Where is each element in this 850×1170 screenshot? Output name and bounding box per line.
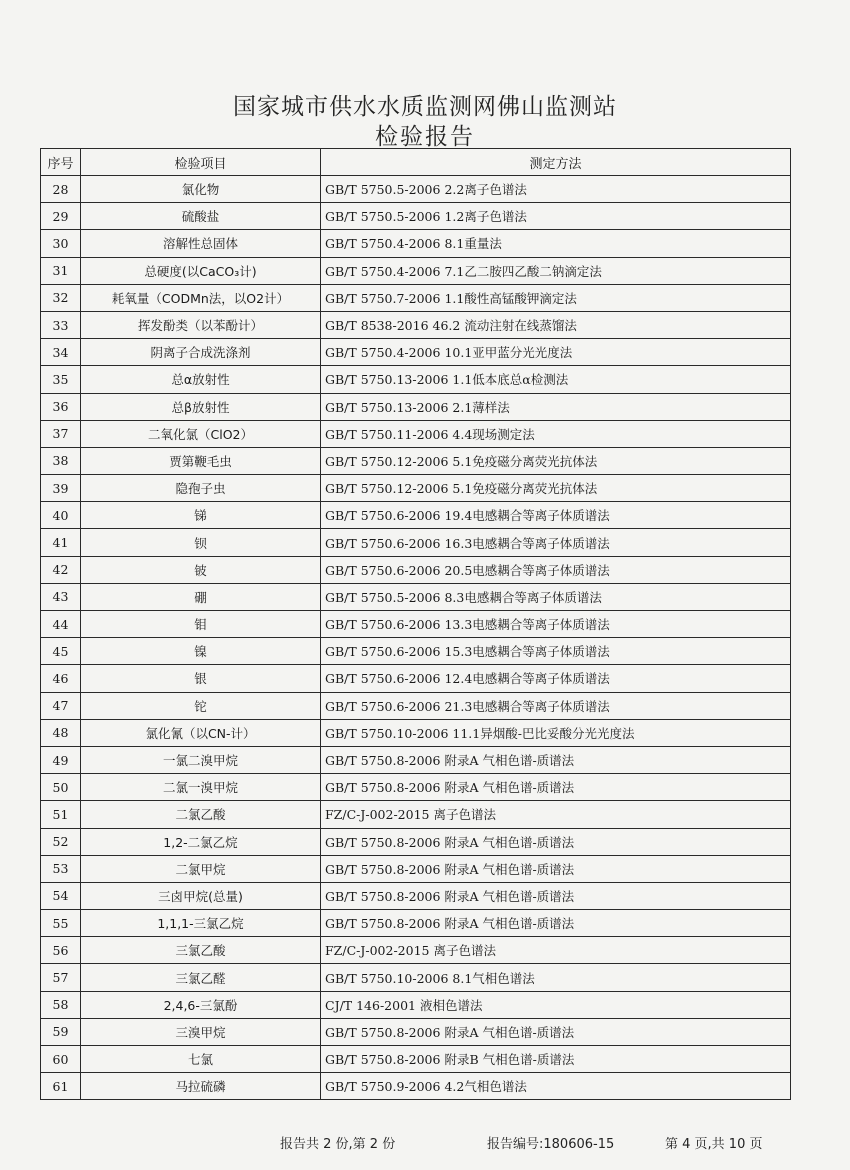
row-index: 55 (41, 910, 81, 937)
page-number: 第 4 页,共 10 页 (665, 1137, 763, 1152)
row-test-item: 三卤甲烷(总量) (81, 882, 321, 909)
row-test-item: 二氯乙酸 (81, 801, 321, 828)
station-title: 国家城市供水水质监测网佛山监测站 (233, 94, 617, 120)
row-index: 60 (41, 1046, 81, 1073)
row-index: 46 (41, 665, 81, 692)
row-test-method: GB/T 5750.6-2006 12.4电感耦合等离子体质谱法 (321, 665, 791, 692)
table-row (41, 284, 791, 311)
table-row (41, 719, 791, 746)
row-index: 32 (41, 284, 81, 311)
table-row (41, 882, 791, 909)
row-test-method: GB/T 5750.12-2006 5.1免疫磁分离荧光抗体法 (321, 475, 791, 502)
row-test-method: GB/T 5750.8-2006 附录B 气相色谱-质谱法 (321, 1046, 791, 1073)
row-index: 45 (41, 638, 81, 665)
row-index: 42 (41, 556, 81, 583)
row-index: 43 (41, 583, 81, 610)
row-test-method: GB/T 5750.6-2006 13.3电感耦合等离子体质谱法 (321, 611, 791, 638)
row-test-method: GB/T 5750.4-2006 10.1亚甲蓝分光光度法 (321, 339, 791, 366)
row-test-method: GB/T 5750.9-2006 4.2气相色谱法 (321, 1073, 791, 1100)
row-test-method: GB/T 5750.4-2006 7.1乙二胺四乙酸二钠滴定法 (321, 257, 791, 284)
table-header-row (41, 149, 791, 176)
row-test-item: 铍 (81, 556, 321, 583)
table-row (41, 230, 791, 257)
row-index: 31 (41, 257, 81, 284)
row-test-method: GB/T 5750.5-2006 2.2离子色谱法 (321, 176, 791, 203)
row-index: 49 (41, 746, 81, 773)
table-row (41, 339, 791, 366)
row-index: 44 (41, 611, 81, 638)
row-test-item: 三氯乙醛 (81, 964, 321, 991)
table-row (41, 801, 791, 828)
row-test-method: GB/T 5750.6-2006 15.3电感耦合等离子体质谱法 (321, 638, 791, 665)
table-row (41, 475, 791, 502)
test-items-table (40, 148, 791, 1100)
copies-info: 报告共 2 份,第 2 份 (280, 1137, 396, 1152)
row-index: 58 (41, 991, 81, 1018)
row-test-method: CJ/T 146-2001 液相色谱法 (321, 991, 791, 1018)
row-index: 57 (41, 964, 81, 991)
row-index: 34 (41, 339, 81, 366)
row-index: 48 (41, 719, 81, 746)
row-index: 53 (41, 855, 81, 882)
row-test-item: 七氯 (81, 1046, 321, 1073)
table-row (41, 638, 791, 665)
row-index: 28 (41, 176, 81, 203)
table-row (41, 176, 791, 203)
row-test-item: 总硬度(以CaCO₃计) (81, 257, 321, 284)
row-test-item: 二氧化氯（ClO2） (81, 420, 321, 447)
table-row (41, 828, 791, 855)
row-test-item: 阴离子合成洗涤剂 (81, 339, 321, 366)
table-row (41, 692, 791, 719)
row-test-method: GB/T 5750.12-2006 5.1免疫磁分离荧光抗体法 (321, 447, 791, 474)
row-test-method: GB/T 5750.6-2006 19.4电感耦合等离子体质谱法 (321, 502, 791, 529)
row-test-method: GB/T 5750.6-2006 21.3电感耦合等离子体质谱法 (321, 692, 791, 719)
row-test-method: GB/T 5750.8-2006 附录A 气相色谱-质谱法 (321, 828, 791, 855)
row-test-item: 2,4,6-三氯酚 (81, 991, 321, 1018)
row-test-method: GB/T 5750.5-2006 8.3电感耦合等离子体质谱法 (321, 583, 791, 610)
row-index: 33 (41, 311, 81, 338)
row-test-item: 一氯二溴甲烷 (81, 746, 321, 773)
row-test-item: 耗氧量（CODMn法，以O2计） (81, 284, 321, 311)
table-row (41, 611, 791, 638)
row-index: 30 (41, 230, 81, 257)
row-test-item: 隐孢子虫 (81, 475, 321, 502)
row-test-item: 三溴甲烷 (81, 1018, 321, 1045)
row-test-method: GB/T 5750.8-2006 附录A 气相色谱-质谱法 (321, 774, 791, 801)
row-index: 52 (41, 828, 81, 855)
row-index: 41 (41, 529, 81, 556)
row-test-method: GB/T 5750.10-2006 11.1异烟酸-巴比妥酸分光光度法 (321, 719, 791, 746)
table-row (41, 746, 791, 773)
row-test-method: FZ/C-J-002-2015 离子色谱法 (321, 937, 791, 964)
row-test-method: GB/T 5750.13-2006 2.1薄样法 (321, 393, 791, 420)
table-row (41, 774, 791, 801)
row-test-item: 1,1,1-三氯乙烷 (81, 910, 321, 937)
row-test-item: 银 (81, 665, 321, 692)
row-test-item: 硫酸盐 (81, 203, 321, 230)
row-test-method: GB/T 5750.4-2006 8.1重量法 (321, 230, 791, 257)
row-index: 35 (41, 366, 81, 393)
row-test-item: 1,2-二氯乙烷 (81, 828, 321, 855)
table-row (41, 964, 791, 991)
row-index: 50 (41, 774, 81, 801)
table-row (41, 311, 791, 338)
table-row (41, 556, 791, 583)
row-test-item: 总β放射性 (81, 393, 321, 420)
row-test-item: 二氯一溴甲烷 (81, 774, 321, 801)
table-row (41, 420, 791, 447)
row-test-item: 锑 (81, 502, 321, 529)
row-test-item: 氯化物 (81, 176, 321, 203)
table-row (41, 910, 791, 937)
row-test-method: GB/T 5750.7-2006 1.1酸性高锰酸钾滴定法 (321, 284, 791, 311)
row-test-item: 总α放射性 (81, 366, 321, 393)
table-row (41, 583, 791, 610)
row-index: 54 (41, 882, 81, 909)
row-test-item: 钡 (81, 529, 321, 556)
table-row (41, 203, 791, 230)
row-index: 61 (41, 1073, 81, 1100)
row-index: 59 (41, 1018, 81, 1045)
row-test-item: 二氯甲烷 (81, 855, 321, 882)
row-index: 56 (41, 937, 81, 964)
row-test-method: GB/T 5750.10-2006 8.1气相色谱法 (321, 964, 791, 991)
table-row (41, 991, 791, 1018)
table-row (41, 1046, 791, 1073)
row-test-item: 铊 (81, 692, 321, 719)
row-test-item: 硼 (81, 583, 321, 610)
row-test-item: 马拉硫磷 (81, 1073, 321, 1100)
row-test-item: 溶解性总固体 (81, 230, 321, 257)
report-number: 报告编号:180606-15 (487, 1137, 615, 1152)
row-test-method: GB/T 8538-2016 46.2 流动注射在线蒸馏法 (321, 311, 791, 338)
row-test-method: GB/T 5750.8-2006 附录A 气相色谱-质谱法 (321, 746, 791, 773)
row-test-item: 镍 (81, 638, 321, 665)
table-row (41, 855, 791, 882)
table-row (41, 257, 791, 284)
column-header-method: 测定方法 (321, 149, 791, 176)
row-test-method: GB/T 5750.11-2006 4.4现场测定法 (321, 420, 791, 447)
row-index: 40 (41, 502, 81, 529)
row-test-item: 钼 (81, 611, 321, 638)
column-header-index: 序号 (41, 149, 81, 176)
column-header-item: 检验项目 (81, 149, 321, 176)
row-test-method: GB/T 5750.8-2006 附录A 气相色谱-质谱法 (321, 882, 791, 909)
row-index: 39 (41, 475, 81, 502)
row-test-method: GB/T 5750.8-2006 附录A 气相色谱-质谱法 (321, 1018, 791, 1045)
row-test-method: GB/T 5750.5-2006 1.2离子色谱法 (321, 203, 791, 230)
row-test-method: GB/T 5750.6-2006 20.5电感耦合等离子体质谱法 (321, 556, 791, 583)
row-test-item: 三氯乙酸 (81, 937, 321, 964)
row-test-method: FZ/C-J-002-2015 离子色谱法 (321, 801, 791, 828)
table-row (41, 393, 791, 420)
row-test-method: GB/T 5750.8-2006 附录A 气相色谱-质谱法 (321, 855, 791, 882)
row-test-item: 氯化氰（以CN-计） (81, 719, 321, 746)
row-index: 51 (41, 801, 81, 828)
table-row (41, 665, 791, 692)
table-row (41, 937, 791, 964)
row-test-item: 挥发酚类（以苯酚计） (81, 311, 321, 338)
row-test-item: 贾第鞭毛虫 (81, 447, 321, 474)
row-index: 38 (41, 447, 81, 474)
report-title: 检验报告 (375, 124, 475, 150)
row-index: 37 (41, 420, 81, 447)
table-row (41, 502, 791, 529)
row-index: 29 (41, 203, 81, 230)
row-index: 36 (41, 393, 81, 420)
table-row (41, 529, 791, 556)
row-index: 47 (41, 692, 81, 719)
table-row (41, 366, 791, 393)
row-test-method: GB/T 5750.13-2006 1.1低本底总α检测法 (321, 366, 791, 393)
table-row (41, 1073, 791, 1100)
table-row (41, 447, 791, 474)
row-test-method: GB/T 5750.8-2006 附录A 气相色谱-质谱法 (321, 910, 791, 937)
table-row (41, 1018, 791, 1045)
row-test-method: GB/T 5750.6-2006 16.3电感耦合等离子体质谱法 (321, 529, 791, 556)
